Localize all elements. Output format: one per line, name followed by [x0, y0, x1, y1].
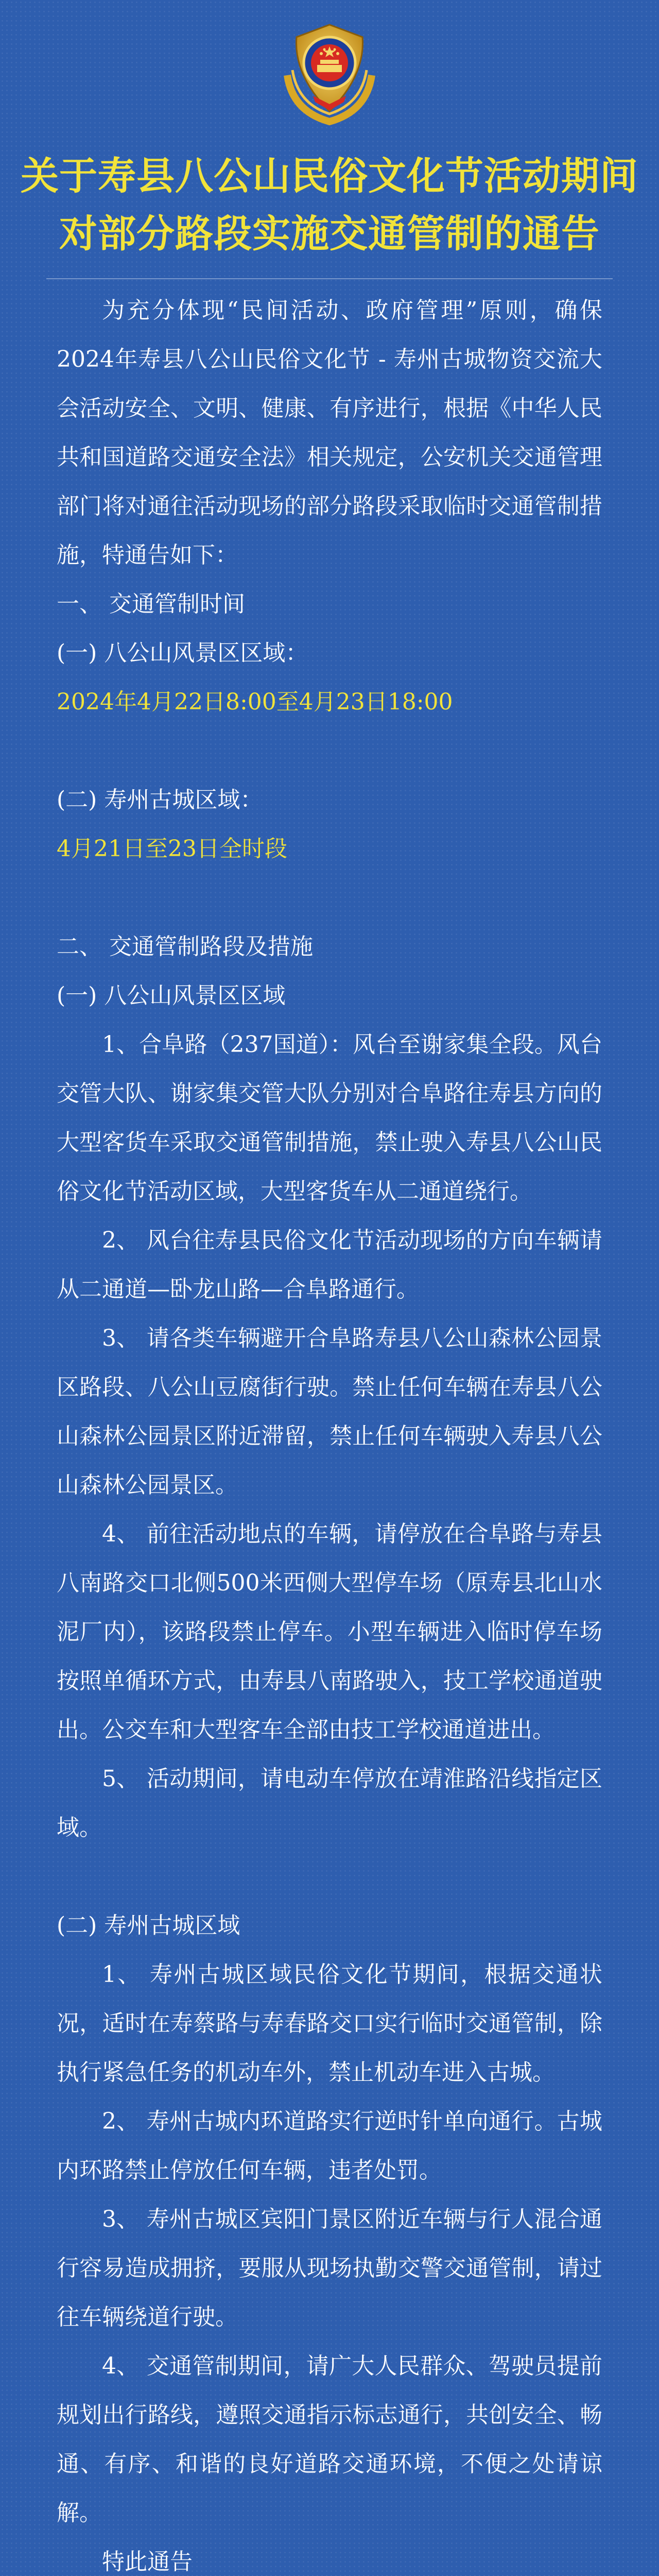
section2-area1-item: 5、 活动期间，请电动车停放在靖淮路沿线指定区域。 [57, 1766, 602, 1841]
notice-title [15, 147, 644, 263]
section2-area2-label: (二) 寿州古城区域 [57, 1912, 240, 1939]
title-line-1: 关于寿县八公山民俗文化节活动期间 [21, 154, 638, 198]
section2-area1-item: 3、 请各类车辆避开合阜路寿县八公山森林公园景区路段、八公山豆腐街行驶。禁止任何车辆在寿县八公山森林公园景区附近滞留，禁止任何车辆驶入寿县八公山森林公园景区。 [57, 1325, 602, 1498]
notice-body [57, 286, 602, 2576]
title-line-2: 对部分路段实施交通管制的通告 [59, 212, 600, 256]
intro-paragraph: 为充分体现“民间活动、政府管理”原则，确保2024年寿县八公山民俗文化节 - 寿州古城物资交流大会活动安全、文明、健康、有序进行，根据《中华人民共和国道路交通安全法》相关规定，公安机关交通管理部门将对通往活动现场的部分路段采取临时交通管制措施，特通告如下： [57, 297, 602, 568]
section2-area1-item: 1、合阜路（237国道）：风台至谢家集全段。风台交管大队、谢家集交管大队分别对合阜路往寿县方向的大型客货车采取交通管制措施，禁止驶入寿县八公山民俗文化节活动区域，大型客货车从二通道绕行。 [57, 1031, 602, 1205]
police-emblem-icon [272, 13, 387, 129]
section1-area2-time: 4月21日至23日全时段 [57, 836, 287, 862]
section1-area1-label: (一) 八公山风景区区域： [57, 640, 308, 666]
section2-area2-item: 4、 交通管制期间，请广大人民群众、驾驶员提前规划出行路线，遵照交通指示标志通行，共创安全、畅通、有序、和谐的良好道路交通环境，不便之处请谅解。 [57, 2353, 602, 2526]
section2-area1-item: 2、 风台往寿县民俗文化节活动现场的方向车辆请从二通道—卧龙山路—合阜路通行。 [57, 1227, 602, 1302]
title-divider [46, 278, 613, 279]
spacer [57, 873, 602, 922]
closing-text: 特此通告 [102, 2549, 193, 2575]
section1-heading: 一、 交通管制时间 [57, 591, 245, 617]
section1-area1-time: 2024年4月22日8:00至4月23日18:00 [57, 689, 453, 715]
section2-area1-label: (一) 八公山风景区区域 [57, 982, 286, 1009]
section1-area2-label: (二) 寿州古城区域： [57, 787, 263, 813]
section2-area2-item: 2、 寿州古城内环道路实行逆时针单向通行。古城内环路禁止停放任何车辆，违者处罚。 [57, 2108, 602, 2183]
section2-area2-item: 1、 寿州古城区域民俗文化节期间，根据交通状况，适时在寿蔡路与寿春路交口实行临时交通管制，除执行紧急任务的机动车外，禁止机动车进入古城。 [57, 1961, 602, 2086]
section2-area2-item: 3、 寿州古城区宾阳门景区附近车辆与行人混合通行容易造成拥挤，要服从现场执勤交警交通管制，请过往车辆绕道行驶。 [57, 2206, 602, 2330]
section2-heading: 二、 交通管制路段及措施 [57, 934, 313, 960]
spacer [57, 1852, 602, 1901]
spacer [57, 726, 602, 775]
section2-area1-item: 4、 前往活动地点的车辆，请停放在合阜路与寿县八南路交口北侧500米西侧大型停车场（原寿县北山水泥厂内），该路段禁止停车。小型车辆进入临时停车场按照单循环方式，由寿县八南路驶入，技工学校通道驶出。公交车和大型客车全部由技工学校通道进出。 [57, 1521, 602, 1743]
